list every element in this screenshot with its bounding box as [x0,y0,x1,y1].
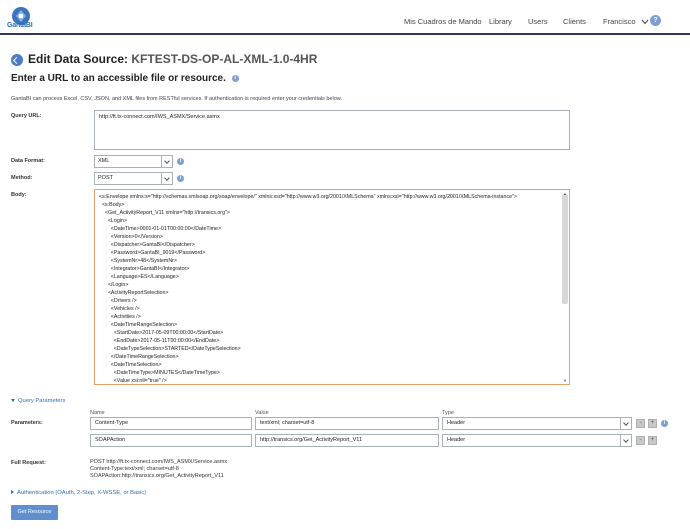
add-param-button[interactable]: + [648,419,657,428]
param-name-value: Content-Type [95,420,129,426]
body-line: <DateTimeSelection> [99,362,162,368]
section-title [11,73,239,84]
body-line: <DateTimeRangeSelection> [99,322,178,328]
chevron-down-icon [620,435,631,446]
scroll-up-icon[interactable]: ▲ [563,191,567,196]
body-line: <s:Envelope xmlns:s="http://schemas.xmlsoap.org/soap/envelope/" xmlns:xsd="http://www.w3.org/2001/XMLSchema" xmlns:xsi="http://www.w3.org/2001/XMLSchema-instance"> [99,194,518,200]
remove-param-button[interactable]: - [636,419,645,428]
data-format-select[interactable] [94,155,173,168]
param-value-input[interactable] [255,417,439,430]
body-line: <s:Body> [99,202,125,208]
data-format-value: XML [98,158,110,164]
help-icon[interactable]: ? [650,15,661,26]
body-line: <Vehicles /> [99,306,140,312]
param-value-value: http://transics.org/Get_ActivityReport_V11 [260,437,362,443]
section-title-text: Enter a URL to an accessible file or resource. [11,73,226,84]
col-header-type: Type [442,410,454,416]
description: GantaBI can process Excel, CSV, JSON, and XML files from RESTful services. If authentication is required enter your credentials below. [11,96,342,102]
param-value-value: text/xml; charset=utf-8 [260,420,315,426]
param-type-select[interactable] [442,417,632,430]
body-line: <Drivers /> [99,298,137,304]
body-line: </Login> [99,282,129,288]
body-textarea[interactable] [94,189,570,385]
method-label: Method: [11,175,33,181]
param-value-input[interactable] [255,434,439,447]
query-url-value: http://ft.tx-connect.com/IWS_ASMX/Service.asmx [99,114,220,120]
chevron-down-icon [641,19,649,25]
query-url-input[interactable] [94,110,570,150]
page-title-prefix: Edit Data Source: [28,52,129,66]
body-line: <Password>GantaBI_9019</Password> [99,250,206,256]
back-arrow-icon[interactable] [11,54,23,66]
body-line: <ActivityReportSelection> [99,290,169,296]
datasource-name: KFTEST-DS-OP-AL-XML-1.0-4HR [131,52,318,66]
body-line: </DateTimeRangeSelection> [99,354,179,360]
param-name-input[interactable] [90,434,252,447]
top-nav [0,0,690,35]
body-line: <SystemNr>48</SystemNr> [99,258,178,264]
logo-text: GantaBI [7,22,33,29]
param-type-select[interactable] [442,434,632,447]
chevron-down-icon [161,156,172,167]
body-line: <DateTimeType>MINUTES</DateTimeType> [99,370,220,376]
scroll-down-icon[interactable]: ▼ [563,378,567,383]
body-line: <Activities /> [99,314,141,320]
method-select[interactable] [94,172,173,185]
body-line: <Login> [99,218,127,224]
body-label: Body: [11,192,27,198]
nav-link-users[interactable]: Users [528,17,548,26]
body-scrollbar[interactable] [562,194,568,304]
param-name-value: SOAPAction [95,437,126,443]
auth-toggle-label: Authentication (OAuth, 2-Step, X-WSSE, or Basic) [17,490,147,496]
body-line: <Get_ActivityReport_V11 xmlns="http://transics.org"> [99,210,230,216]
full-request-text: POST http://ft.tx-connect.com/IWS_ASMX/Service.asmx Content-Type:text/xml; charset=utf-8 SOAPAction:http://transics.org/Get_ActivityReport_V11 [90,459,228,479]
nav-link-clients[interactable]: Clients [563,17,586,26]
param-name-input[interactable] [90,417,252,430]
query-url-label: Query URL: [11,113,42,119]
page-title [28,52,317,66]
nav-link-dashboards[interactable]: Mis Cuadros de Mando [404,17,482,26]
add-param-button[interactable]: + [648,436,657,445]
body-line: <Language>ES</Language> [99,274,179,280]
full-request-label: Full Request: [11,460,46,466]
caret-right-icon [11,490,14,494]
remove-param-button[interactable]: - [636,436,645,445]
chevron-down-icon [620,418,631,429]
user-name: Francisco [603,17,636,26]
query-params-toggle-label: Query Parameters [18,398,66,404]
chevron-down-icon [161,173,172,184]
method-value: POST [98,175,113,181]
body-line: <Value xsi:nil="true" /> [99,378,167,384]
parameters-label: Parameters: [11,420,43,426]
param-type-value: Header [447,437,466,443]
body-line: <DateTypeSelection>STARTED</DateTypeSelection> [99,346,241,352]
auth-toggle[interactable] [11,490,146,496]
body-line: <StartDate>2017-05-09T00:00:00</StartDate> [99,330,224,336]
info-icon[interactable]: i [232,75,239,82]
body-line: <Dispatcher>GantaBI</Dispatcher> [99,242,195,248]
info-icon[interactable]: i [177,158,184,165]
body-line: <Version>0</Version> [99,234,163,240]
param-type-value: Header [447,420,466,426]
col-header-value: Value [255,410,269,416]
body-line: <EndDate>2017-05-11T00:00:00</EndDate> [99,338,220,344]
info-icon[interactable]: i [177,175,184,182]
nav-link-library[interactable]: Library [489,17,512,26]
body-line: <DateTime>0001-01-01T00:00:00</DateTime> [99,226,222,232]
query-params-toggle[interactable] [11,398,65,404]
user-menu[interactable] [603,17,649,26]
caret-down-icon [11,399,15,402]
col-header-name: Name [90,410,105,416]
info-icon[interactable]: i [661,420,668,427]
data-format-label: Data Format: [11,158,45,164]
body-line: <Integrator>GantaBI</Integrator> [99,266,190,272]
get-resource-button[interactable]: Get Resource [11,505,58,520]
